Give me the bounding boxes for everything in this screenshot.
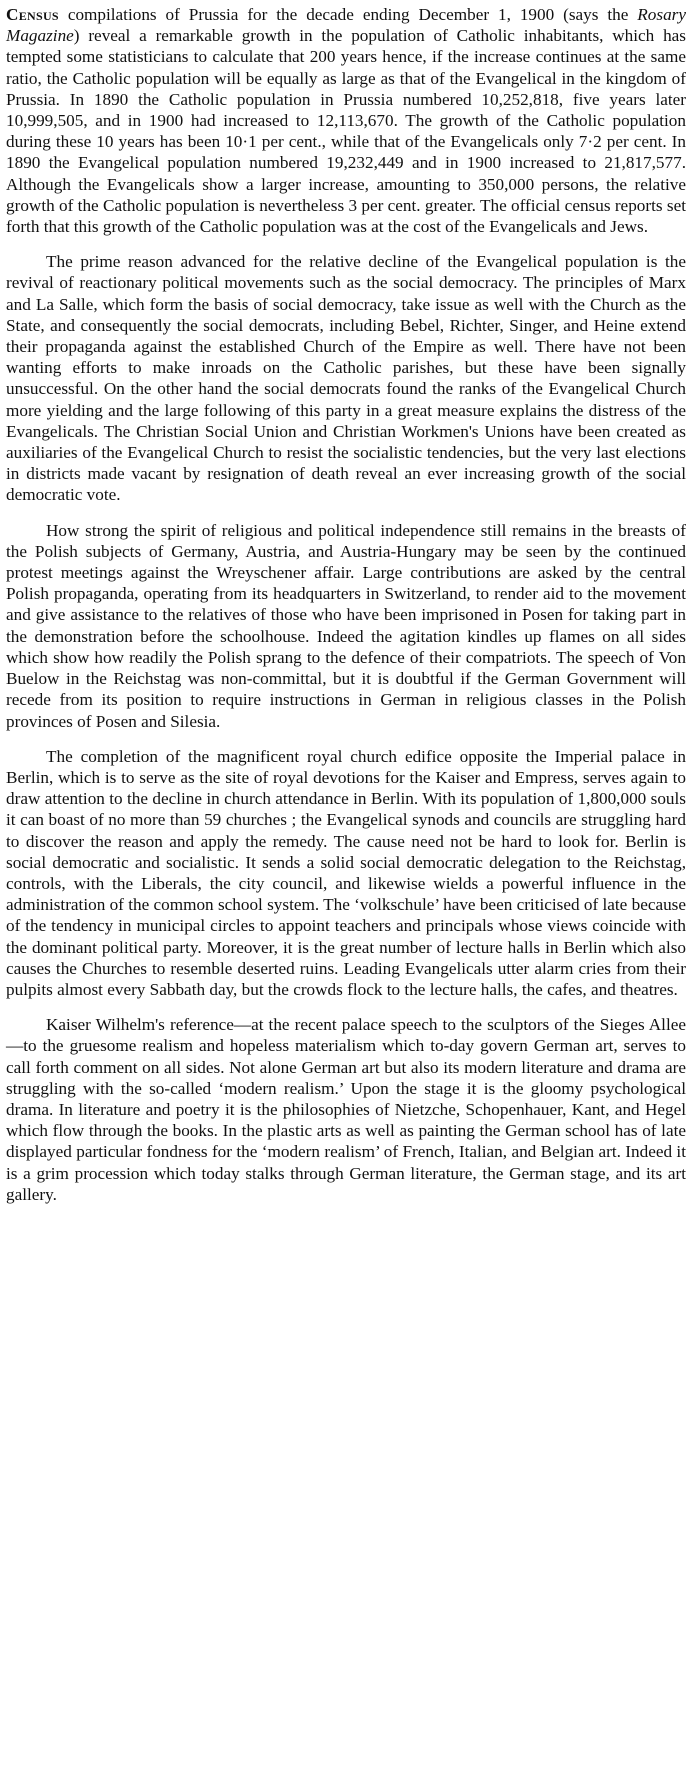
paragraph-berlin-churches: The completion of the magnificent royal church edifice opposite the Imperial palace in Berlin, which is to serve as the site of royal devotions for the Kaiser and Empress, serves again to draw attention to the decline in church attendance in Berlin. With its population of 1,800,000 souls it can boast of no more than 59 churches ; the Evangelical synods and councils are struggling hard to discover the reason and apply the remedy. The cause need not be hard to look for. Berlin is social democratic and socialistic. It sends a solid social democratic delegation to the Reichstag, controls, with the Liberals, the city council, and likewise wields a powerful influence in the administration of the common school system. The ‘volkschule’ have been criticised of late because of the tendency in municipal circles to appoint teachers and principals whose views coincide with the dominant political party. Moreover, it is the great number of lecture halls in Berlin which also causes the Churches to resemble deserted ruins. Leading Evangelicals utter alarm cries from their pulpits almost every Sabbath day, but the crowds flock to the lecture halls, the cafes, and theatres. <box>6 746 686 999</box>
magazine-title: Rosary Magazine <box>6 5 686 46</box>
paragraph-census <box>6 4 686 237</box>
paragraph-polish-subjects: How strong the spirit of religious and political independence still remains in the breasts of the Polish subjects of Germany, Austria, and Austria-Hungary may be seen by the continued protest meetings against the Wreyschener affair. Large contributions are asked by the central Polish propaganda, operating from its headquarters in Switzerland, to render aid to the movement and give assistance to the relatives of those who have been imprisoned in Posen for taking part in the demonstration before the schoolhouse. Indeed the agitation kindles up flames on all sides which show how readily the Polish sprang to the defence of their compatriots. The speech of Von Buelow in the Reichstag was non-committal, but it is doubtful if the German Government will recede from its position to require instructions in German in religious classes in the Polish provinces of Posen and Silesia. <box>6 520 686 731</box>
paragraph-german-art: Kaiser Wilhelm's reference—at the recent palace speech to the sculptors of the Sieges Allee—to the gruesome realism and hopeless materialism which to-day govern German art, serves to call forth comment on all sides. Not alone German art but also its modern literature and drama are struggling with the so-called ‘modern realism.’ Upon the stage it is the gloomy psychological drama. In literature and poetry it is the philosophies of Nietzche, Schopenhauer, Kant, and Hegel which flow through the books. In the plastic arts as well as painting the German school has of late displayed particular fondness for the ‘modern realism’ of French, Italian, and Belgian art. Indeed it is a grim procession which today stalks through German literature, the German stage, and its art gallery. <box>6 1015 686 1204</box>
paragraph-text: ) reveal a remarkable growth in the population of Catholic inhabitants, which has tempted some statisticians to calculate that 200 years hence, if the increase continues at the same ratio, the Catholic population will be equally as large as that of the Evangelical in the kingdom of Prussia. In 1890 the Catholic population in Prussia numbered 10,252,818, five years later 10,999,505, and in 1900 had increased to 12,113,670. The growth of the Catholic population during these 10 years has been 10·1 per cent., while that of the Evangelicals only 7·2 per cent. In 1890 the Evangelical population numbered 19,232,449 and in 1900 increased to 21,817,577. Although the Evangelicals show a larger increase, amounting to 350,000 persons, the relative growth of the Catholic population is nevertheless 3 per cent. greater. The official census reports set forth that this growth of the Catholic population was at the cost of the Evangelicals and Jews. <box>6 26 686 237</box>
lead-word: Census <box>6 5 59 24</box>
paragraph-text: compilations of Prussia for the decade ending December 1, 1900 (says the <box>58 5 638 24</box>
paragraph-social-democracy: The prime reason advanced for the relative decline of the Evangelical population is the revival of reactionary political movements such as the social democracy. The principles of Marx and La Salle, which form the basis of social democracy, take issue as well with the Church as the State, and consequently the social democrats, including Bebel, Richter, Singer, and Heine extend their propaganda against the established Church of the Empire as well. There have not been wanting efforts to make inroads on the Catholic parishes, but these have been signally unsuccessful. On the other hand the social democrats found the ranks of the Evangelical Church more yielding and the large following of this party in a great measure explains the distress of the Evangelicals. The Christian Social Union and Christian Workmen's Unions have been created as auxiliaries of the Evangelical Church to resist the socialistic tendencies, but the very last elections in districts made vacant by resignation of death reveal an ever increasing growth of the social democratic vote. <box>6 252 686 505</box>
